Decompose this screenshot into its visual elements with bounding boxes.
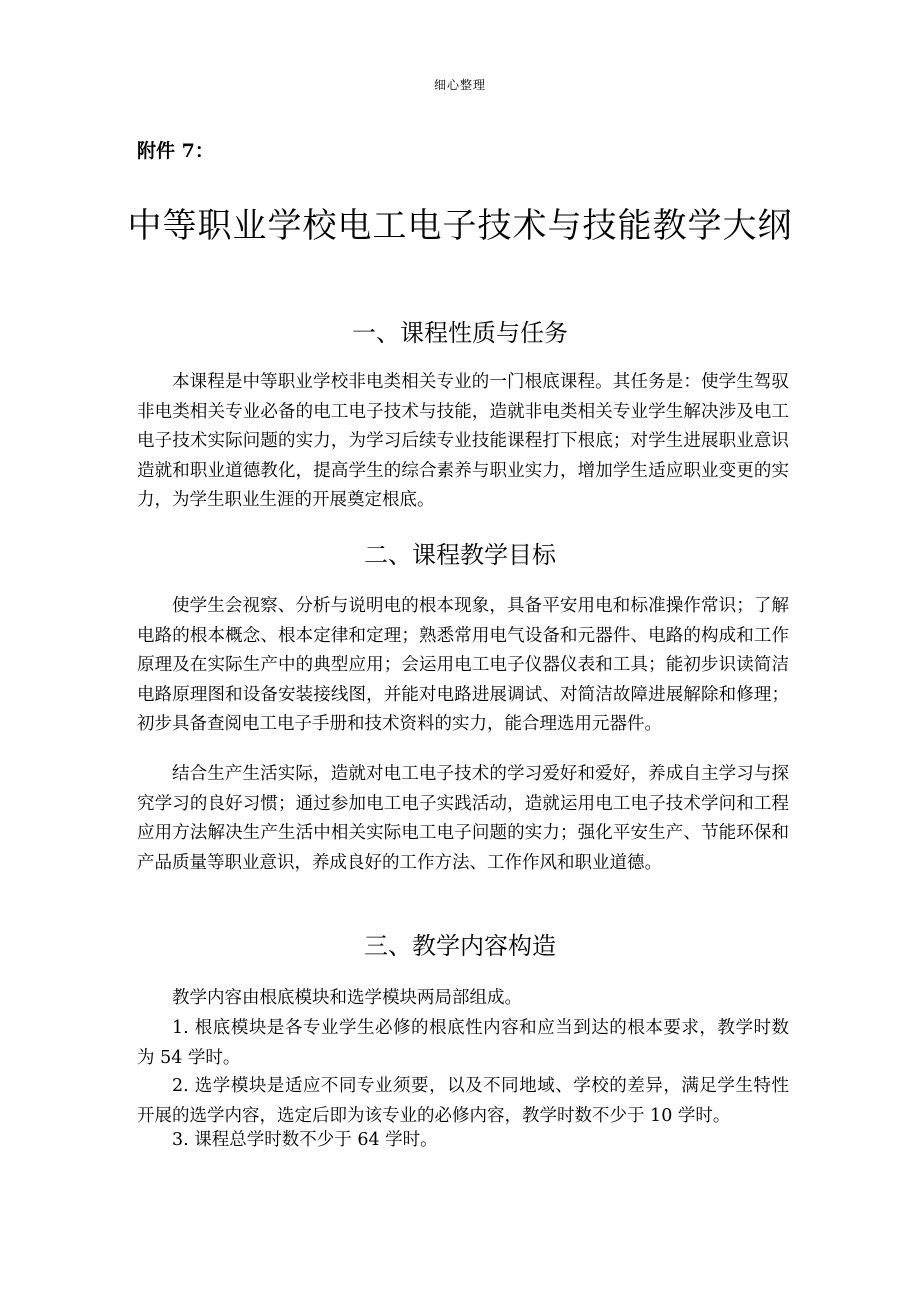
attachment-label: 附件 7： bbox=[137, 140, 214, 162]
section-heading-teaching-goals: 二、课程教学目标 bbox=[364, 541, 556, 569]
section-paragraph: 使学生会视察、分析与说明电的根本现象，具备平安用电和标准操作常识；了解电路的根本概念、根本定律和定理；熟悉常用电气设备和元器件、电路的构成和工作原理及在实际生产中的典型应用；会运用电工电子仪器仪表和工具；能初步识读简洁电路原理图和设备安装接线图，并能对电路进展调试、对简洁故障进展解除和修理；初步具备查阅电工电子手册和技术资料的实力，能合理选用元器件。 bbox=[137, 596, 789, 734]
list-item: 3. 课程总学时数不少于 64 学时。 bbox=[172, 1130, 438, 1150]
list-item: 2. 选学模块是适应不同专业须要，以及不同地域、学校的差异，满足学生特性开展的选学内容，选定后即为该专业的必修内容，教学时数不少于 10 学时。 bbox=[137, 1076, 789, 1126]
section-paragraph: 教学内容由根底模块和选学模块两局部组成。 bbox=[172, 988, 522, 1008]
list-item: 1. 根底模块是各专业学生必修的根底性内容和应当到达的根本要求，教学时数为 54 学时。 bbox=[137, 1018, 789, 1068]
section-paragraph: 本课程是中等职业学校非电类相关专业的一门根底课程。其任务是：使学生驾驭非电类相关专业必备的电工电子技术与技能，造就非电类相关专业学生解决涉及电工电子技术实际问题的实力，为学习后续专业技能课程打下根底；对学生进展职业意识造就和职业道德教化，提高学生的综合素养与职业实力，增加学生适应职业变更的实力，为学生职业生涯的开展奠定根底。 bbox=[137, 372, 789, 510]
section-paragraph: 结合生产生活实际，造就对电工电子技术的学习爱好和爱好，养成自主学习与探究学习的良好习惯；通过参加电工电子实践活动，造就运用电工电子技术学问和工程应用方法解决生产生活中相关实际电工电子问题的实力；强化平安生产、节能环保和产品质量等职业意识，养成良好的工作方法、工作作风和职业道德。 bbox=[137, 764, 789, 873]
page-header: 细心整理 bbox=[433, 78, 486, 92]
section-heading-content-structure: 三、教学内容构造 bbox=[364, 932, 556, 960]
section-heading-course-nature: 一、课程性质与任务 bbox=[352, 319, 568, 347]
document-title: 中等职业学校电工电子技术与技能教学大纲 bbox=[127, 206, 793, 246]
